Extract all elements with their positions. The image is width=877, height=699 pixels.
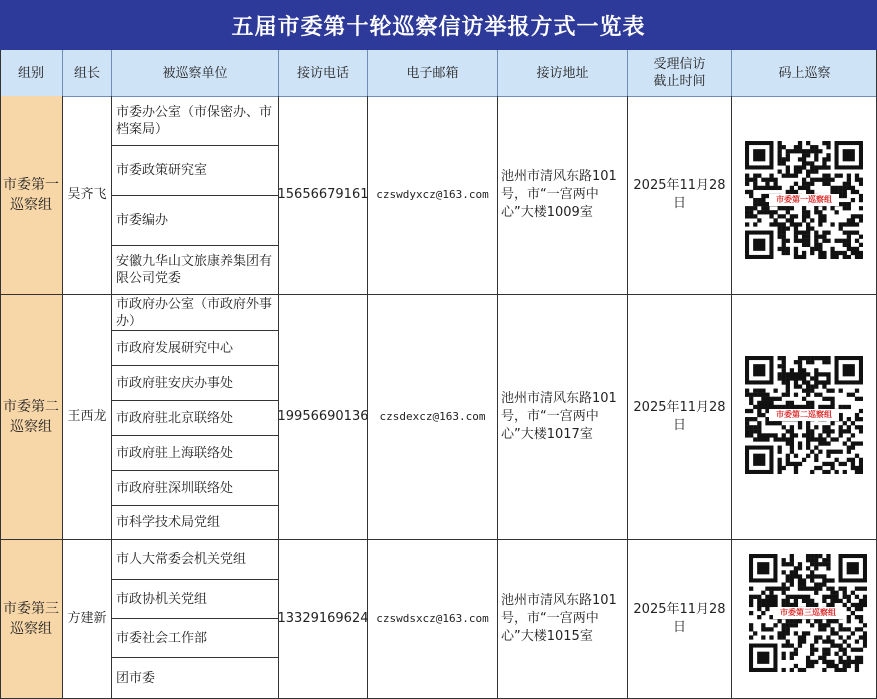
unit-list bbox=[112, 540, 279, 698]
phone: 15656679161 bbox=[279, 96, 368, 294]
group-name-line2: 巡察组 bbox=[10, 621, 52, 637]
qr-code-icon[interactable] bbox=[745, 141, 863, 259]
unit-item: 市政府驻安庆办事处 bbox=[112, 366, 278, 401]
deadline: 2025年11月28日 bbox=[628, 540, 732, 698]
group-row-1 bbox=[0, 96, 877, 295]
group-row-2 bbox=[0, 295, 877, 540]
unit-list bbox=[112, 295, 279, 539]
header-address: 接访地址 bbox=[498, 50, 628, 96]
unit-item: 安徽九华山文旅康养集团有限公司党委 bbox=[116, 254, 273, 286]
qr-label: 市委第一巡察组 bbox=[769, 194, 839, 206]
group-name bbox=[0, 96, 63, 294]
unit-item: 市科学技术局党组 bbox=[116, 515, 221, 530]
unit-item: 市人大常委会机关党组 bbox=[112, 540, 278, 580]
unit-item: 市政府驻深圳联络处 bbox=[112, 471, 278, 506]
group-leader: 王西龙 bbox=[63, 295, 112, 539]
page-title: 五届市委第十轮巡察信访举报方式一览表 bbox=[0, 0, 877, 50]
phone: 13329169624 bbox=[279, 540, 368, 698]
unit-item: 团市委 bbox=[116, 670, 156, 686]
address: 池州市清风东路101号，市“一宫两中心”大楼1009室 bbox=[498, 96, 628, 294]
unit-item: 市政府办公室（市政府外事办） bbox=[112, 295, 278, 331]
email: czswdyxcz@163.com bbox=[368, 96, 498, 294]
group-name-line1: 市委第二 bbox=[3, 399, 59, 415]
group-name-line2: 巡察组 bbox=[10, 419, 52, 435]
header-deadline-line1: 受理信访 bbox=[653, 57, 706, 72]
header-deadline bbox=[628, 50, 732, 96]
qr-label: 市委第二巡察组 bbox=[769, 409, 839, 421]
group-name bbox=[0, 295, 63, 539]
phone: 19956690136 bbox=[279, 295, 368, 539]
table-border-left bbox=[0, 50, 1, 699]
group-row-3 bbox=[0, 540, 877, 699]
header-deadline-line2: 截止时间 bbox=[653, 74, 706, 89]
email: czswdsxcz@163.com bbox=[368, 540, 498, 698]
header-group: 组别 bbox=[0, 50, 63, 96]
unit-item: 市政府驻北京联络处 bbox=[112, 401, 278, 436]
email: czsdexcz@163.com bbox=[368, 295, 498, 539]
header-leader: 组长 bbox=[63, 50, 112, 96]
unit-item: 市政协机关党组 bbox=[112, 580, 278, 619]
unit-item: 市委政策研究室 bbox=[112, 146, 278, 196]
group-leader: 吴齐飞 bbox=[63, 96, 112, 294]
deadline: 2025年11月28日 bbox=[628, 96, 732, 294]
header-units: 被巡察单位 bbox=[112, 50, 279, 96]
unit-item: 市委编办 bbox=[112, 196, 278, 246]
unit-list bbox=[112, 96, 279, 294]
deadline: 2025年11月28日 bbox=[628, 295, 732, 539]
address: 池州市清风东路101号，市“一宫两中心”大楼1017室 bbox=[498, 295, 628, 539]
qr-code-icon[interactable] bbox=[745, 356, 863, 474]
unit-item: 市政府发展研究中心 bbox=[112, 331, 278, 366]
group-name-line1: 市委第三 bbox=[3, 601, 59, 617]
qr-label: 市委第三巡察组 bbox=[773, 607, 843, 619]
address: 池州市清风东路101号，市“一宫两中心”大楼1015室 bbox=[498, 540, 628, 698]
unit-item: 市委办公室（市保密办、市档案局） bbox=[112, 96, 278, 146]
header-phone: 接访电话 bbox=[279, 50, 368, 96]
table-header bbox=[0, 50, 877, 97]
group-name bbox=[0, 540, 63, 698]
header-qr: 码上巡察 bbox=[778, 65, 831, 81]
group-leader: 方建新 bbox=[63, 540, 112, 698]
qr-code-icon[interactable] bbox=[749, 554, 867, 672]
group-name-line1: 市委第一 bbox=[3, 177, 59, 193]
header-email: 电子邮箱 bbox=[368, 50, 498, 96]
group-name-line2: 巡察组 bbox=[10, 197, 52, 213]
unit-item: 市政府驻上海联络处 bbox=[112, 436, 278, 471]
unit-item: 市委社会工作部 bbox=[112, 619, 278, 658]
